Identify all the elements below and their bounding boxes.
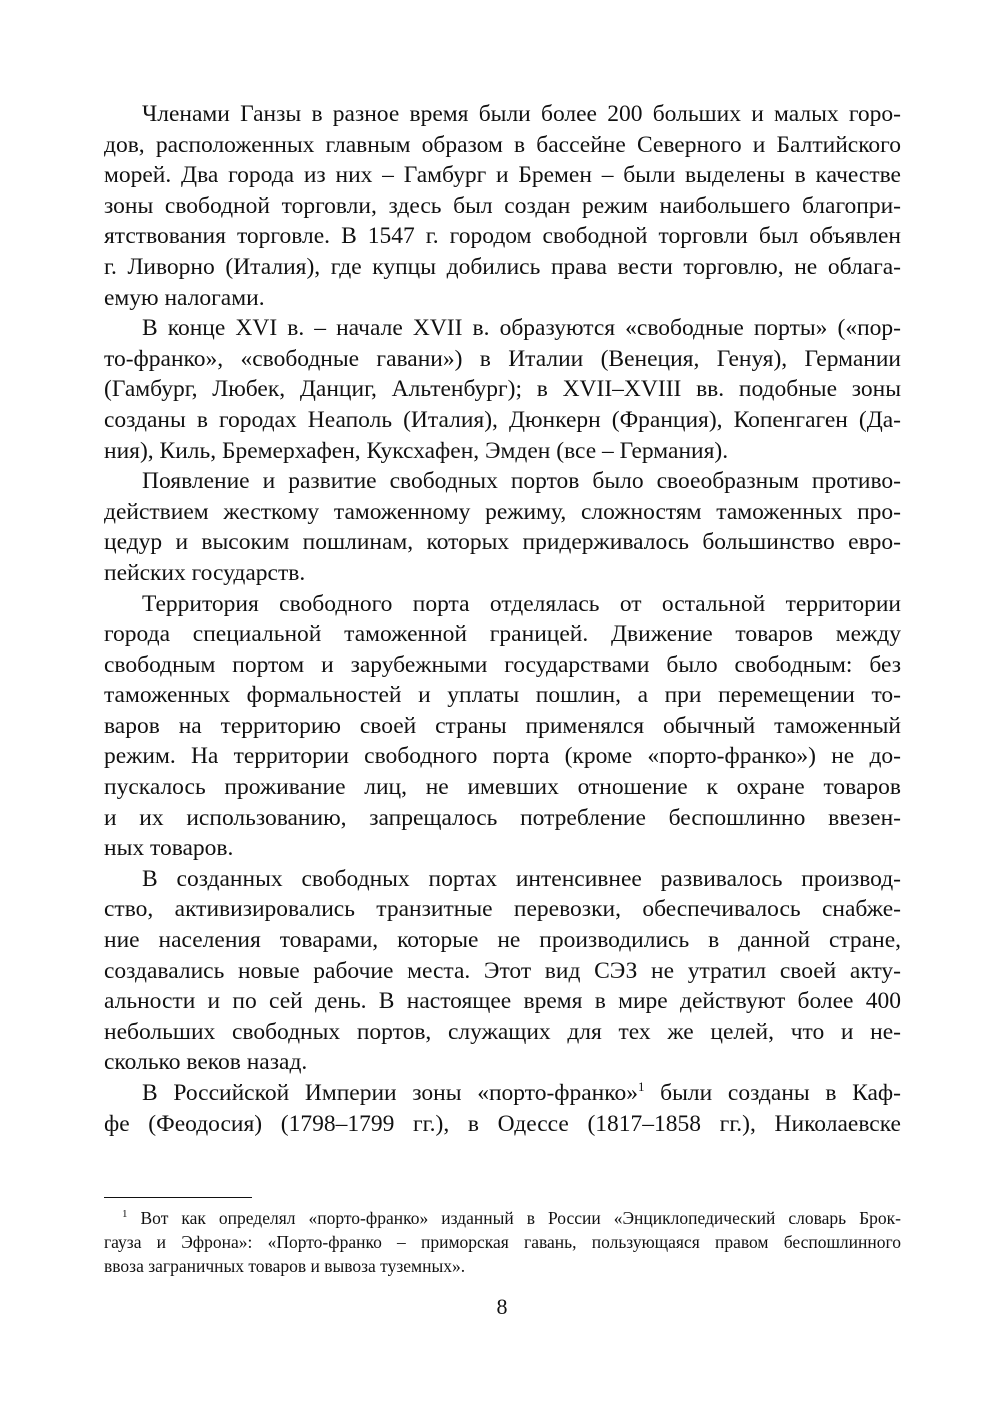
text-line: ния), Киль, Бремерхафен, Куксхафен, Эмден (все – Германия). (104, 437, 729, 464)
text-line: свободным портом и зарубежными государствами было свободным: без (104, 651, 901, 678)
text-line (104, 1078, 901, 1109)
body-text (104, 99, 901, 1139)
text-line: Членами Ганзы в разное время были более 200 больших и малых горо- (142, 101, 901, 127)
paragraph-2 (104, 313, 901, 466)
text-line: г. Ливорно (Италия), где купцы добились права вести торговлю, не облага- (104, 253, 901, 280)
paragraph-5 (104, 864, 901, 1078)
text-line: города специальной таможенной границей. Движение товаров между (104, 621, 901, 648)
text-line: альности и по сей день. В настоящее время в мире действуют более 400 (104, 988, 901, 1015)
text-line: таможенных формальностей и уплаты пошлин, а при перемещении то- (104, 682, 901, 709)
text-line: ние населения товарами, которые не производились в данной стране, (104, 927, 901, 954)
footnote-separator (104, 1197, 252, 1198)
text-line: емую налогами. (104, 284, 265, 311)
text-line: пускалось проживание лиц, не имевших отношение к охране товаров (104, 774, 901, 801)
text-fragment: В Российской Империи зоны «порто-франко» (142, 1080, 638, 1106)
page-number: 8 (496, 1294, 508, 1319)
text-line: режим. На территории свободного порта (кроме «порто-франко») не до- (104, 743, 901, 770)
text-line: действием жесткому таможенному режиму, сложностям таможенных про- (104, 498, 901, 525)
footnote-line (104, 1206, 901, 1230)
text-line: Территория свободного порта отделялась от остальной территории (142, 590, 901, 617)
text-line: В конце XVI в. – начале XVII в. образуются «свободные порты» («пор- (142, 315, 901, 342)
paragraph-4 (104, 589, 901, 864)
footnote-reference[interactable]: 1 (637, 1079, 645, 1094)
text-line: фе (Феодосия) (1798–1799 гг.), в Одессе (1817–1858 гг.), Николаевске (104, 1110, 901, 1137)
text-fragment: были созданы в Каф- (644, 1080, 901, 1106)
text-line: морей. Два города из них – Гамбург и Бремен – были выделены в качестве (104, 162, 901, 189)
text-line: В созданных свободных портах интенсивнее развивалось производ- (142, 865, 901, 892)
paragraph-1 (104, 99, 901, 313)
footnote-line: ввоза заграничных товаров и вывоза туземных». (104, 1256, 466, 1276)
footnote (104, 1206, 901, 1278)
text-line: Появление и развитие свободных портов было своеобразным противо- (142, 468, 901, 495)
text-line: ных товаров. (104, 835, 234, 862)
text-line: и их использованию, запрещалось потребление беспошлинно ввезен- (104, 804, 901, 831)
text-line: небольших свободных портов, служащих для тех же целей, что и не- (104, 1018, 901, 1045)
text-line: сколько веков назад. (104, 1049, 308, 1076)
paragraph-6 (104, 1078, 901, 1139)
text-line: цедур и высоким пошлинам, которых придерживалось большинство евро- (104, 529, 901, 556)
text-line: (Гамбург, Любек, Данциг, Альтенбург); в XVII–XVIII вв. подобные зоны (104, 376, 901, 403)
text-line: созданы в городах Неаполь (Италия), Дюнкерн (Франция), Копенгаген (Да- (104, 406, 901, 433)
text-line: то-франко», «свободные гавани») в Италии (Венеция, Генуя), Германии (104, 345, 901, 372)
footnote-marker: 1 (122, 1208, 128, 1220)
text-line: варов на территорию своей страны применялся обычный таможенный (104, 712, 901, 739)
text-line: создавались новые рабочие места. Этот вид СЭЗ не утратил своей акту- (104, 957, 901, 984)
text-line: ятствования торговле. В 1547 г. городом свободной торговли был объявлен (104, 223, 901, 250)
footnote-line: гауза и Эфрона»: «Порто-франко – приморская гавань, пользующаяся правом беспошлинного (104, 1232, 901, 1252)
paragraph-3 (104, 466, 901, 588)
text-line: пейских государств. (104, 559, 306, 586)
text-line: ство, активизировались транзитные перевозки, обеспечивалось снабже- (104, 896, 901, 923)
text-line: дов, расположенных главным образом в бассейне Северного и Балтийского (104, 131, 901, 158)
footnote-text: Вот как определял «порто-франко» изданный в России «Энциклопедический словарь Брок- (127, 1208, 901, 1228)
text-line: зоны свободной торговли, здесь был создан режим наибольшего благопри- (104, 192, 901, 219)
